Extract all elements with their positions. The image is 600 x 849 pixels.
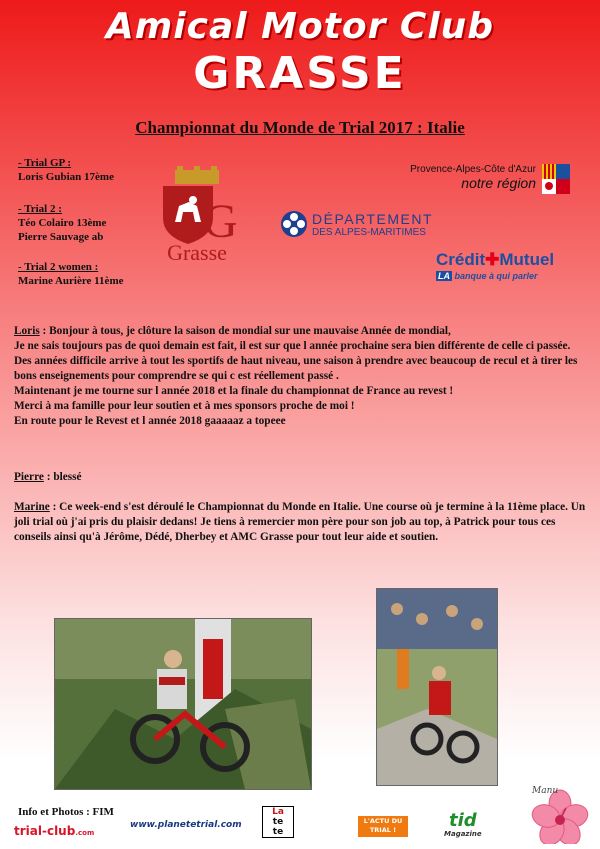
loris-line: En route pour le Revest et l année 2018 gaaaaaz a topeee xyxy=(14,415,286,427)
pierre-testimonial xyxy=(14,470,586,485)
result-category: - Trial 2 women : xyxy=(18,261,99,273)
grasse-city-logo xyxy=(155,166,239,268)
loris-line: Des années difficile arrive à tout les sportifs de haut niveau, une saison à prendre avec beaucoup de recul et à tirer les bons enseignements pour comprendre se qui c est réellement passé . xyxy=(14,355,578,382)
credit-mutuel-tagline-la: LA xyxy=(438,271,450,281)
region-line1: Provence-Alpes-Côte d'Azur xyxy=(410,164,536,175)
logo-tid-sub: Magazine xyxy=(444,830,482,838)
pierre-text: : blessé xyxy=(43,471,82,483)
loris-line: Merci à ma famille pour leur soutien et à mes sponsors proche de moi ! xyxy=(14,400,355,412)
logo-planetetrial: www.planetetrial.com xyxy=(130,820,242,830)
loris-name: Loris xyxy=(14,325,40,337)
loris-line: Je ne sais toujours pas de quoi demain est fait, il est sur que l année prochaine sera bien différente de celle ci passée. xyxy=(14,340,571,352)
logo-latete-part: te xyxy=(272,827,284,837)
hibiscus-signature xyxy=(520,780,590,844)
departement-logo xyxy=(312,211,433,238)
region-logo xyxy=(406,164,536,191)
loris-first-line xyxy=(14,324,586,339)
loris-line: Maintenant je me tourne sur l année 2018 et la finale du championnat de France au revest ! xyxy=(14,385,454,397)
logo-trialclub-text: trial-club xyxy=(14,824,76,838)
credit-mutuel-part1: Crédit xyxy=(436,250,486,269)
departement-emblem-icon xyxy=(280,210,308,238)
marine-name: Marine xyxy=(14,501,50,513)
logo-latete-part: La xyxy=(272,807,284,817)
logo-trialclub-suffix: .com xyxy=(75,829,95,837)
credit-mutuel-part2: Mutuel xyxy=(499,250,555,269)
grasse-logo-letter: G xyxy=(203,195,238,248)
result-category: - Trial GP : xyxy=(18,157,72,169)
photo-credits: Info et Photos : FIM xyxy=(18,806,114,818)
result-category: - Trial 2 : xyxy=(18,203,62,215)
grasse-logo-text: Grasse xyxy=(167,240,227,265)
marine-testimonial xyxy=(14,500,586,545)
result-trial-2-women xyxy=(18,260,123,288)
club-name-line1: Amical Motor Club xyxy=(105,6,495,47)
credit-mutuel-cross-icon: ✚ xyxy=(485,250,500,269)
photo-loris-trial xyxy=(54,618,312,790)
result-line: Loris Gubian 17ème xyxy=(18,171,114,183)
club-name-line2: GRASSE xyxy=(193,48,407,99)
logo-tid-text: tid xyxy=(448,810,477,831)
pierre-name: Pierre xyxy=(14,471,44,483)
credit-mutuel-tagline: banque à qui parler xyxy=(454,271,538,281)
photo-marine-trial xyxy=(376,588,498,786)
logo-latete-part: te xyxy=(272,817,284,827)
logo-tid-magazine xyxy=(444,812,482,838)
logo-actu-du-trial xyxy=(358,816,408,837)
result-line: Pierre Sauvage ab xyxy=(18,231,104,243)
marine-text: : Ce week-end s'est déroulé le Championnat du Monde en Italie. Une course où je termine à la 11ème place. Un joli trial où j'ai pris du plaisir dedans! Je tiens à remercier mon père pour son job au top, à Patrick pour tous ces conseils ainsi qu'à Jérôme, Dédé, Dherbey et AMC Grasse pour tout leur aide et soutien. xyxy=(14,501,586,543)
loris-text: : Bonjour à tous, je clôture la saison de mondial sur une mauvaise Année de mondial, xyxy=(39,325,451,337)
result-trial-2 xyxy=(18,202,106,244)
credit-mutuel-tagline-block xyxy=(436,271,538,281)
event-title: Championnat du Monde de Trial 2017 : Italie xyxy=(135,118,465,137)
region-line2: notre région xyxy=(461,175,536,191)
result-trial-gp xyxy=(18,156,114,184)
credit-mutuel-logo xyxy=(436,250,554,270)
result-line: Marine Aurière 11ème xyxy=(18,275,124,287)
logo-actu-line1: L'ACTU DU xyxy=(363,817,403,825)
region-shield-icon xyxy=(542,164,570,194)
loris-testimonial xyxy=(14,324,586,429)
signature-text: Manu xyxy=(532,786,559,796)
logo-actu-line2: TRIAL ! xyxy=(369,826,397,834)
result-line: Téo Colairo 13ème xyxy=(18,217,107,229)
logo-trialclub xyxy=(14,824,94,838)
departement-line1: DÉPARTEMENT xyxy=(312,211,433,227)
departement-line2: DES ALPES-MARITIMES xyxy=(312,227,426,238)
logo-latete xyxy=(262,806,294,838)
